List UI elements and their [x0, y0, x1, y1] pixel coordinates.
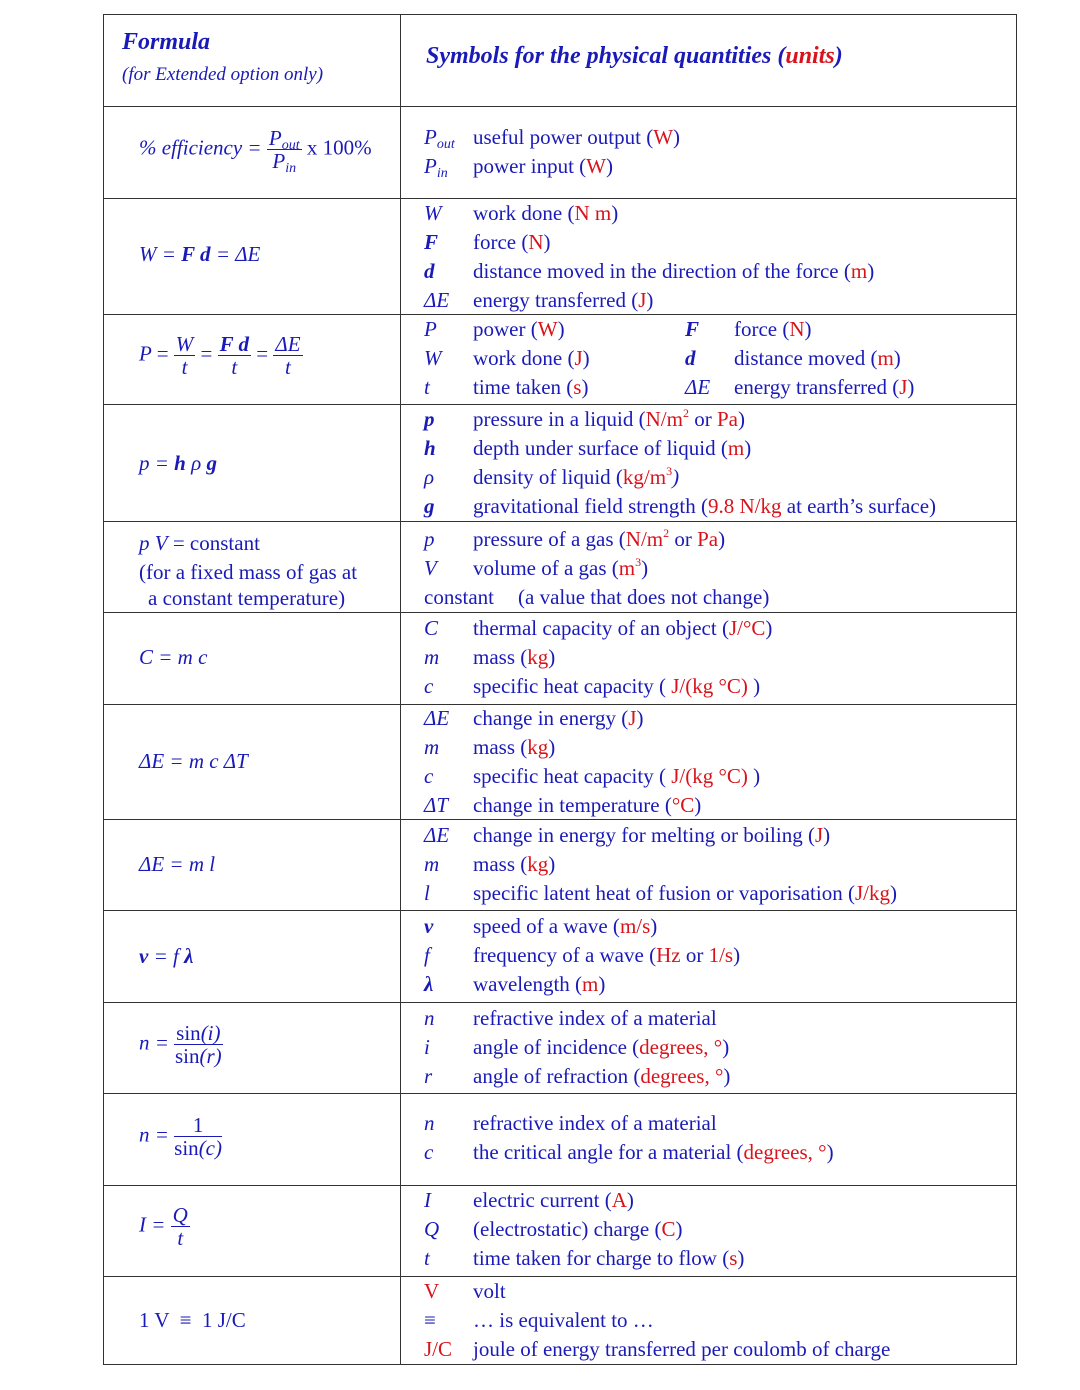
- formula-refractive-index: n = $\frac{\sin(i)}{\sin(r)}$: [139, 1021, 222, 1068]
- symbols-column-title: Symbols for the physical quantities (units): [426, 43, 843, 69]
- formula-volt-definition: 1 V ≡ 1 J/C: [139, 1308, 246, 1332]
- row-electric-current: I = $\frac{Q}{t}$ I electric current (A) Q (electrostatic) charge (C) t time taken for charge to flow (s): [104, 1185, 1016, 1276]
- row-thermal-capacity: C = m c C thermal capacity of an object (J/°C) m mass (kg) c specific heat capacity ( J/(kg °C) ): [104, 612, 1016, 704]
- column-divider: [400, 15, 401, 1364]
- formula-electric-current: I = $\frac{Q}{t}$: [139, 1203, 188, 1250]
- formula-gas-condition: (for a fixed mass of gas at: [139, 560, 358, 584]
- formula-wave-equation: v = f λ: [139, 944, 194, 968]
- row-work: W = F d = ΔE W work done (N m) F force (N) d distance moved in the direction of the force (m) ΔE energy transferred (J): [104, 198, 1016, 314]
- row-latent-heat: ΔE = m l ΔE change in energy for melting or boiling (J) m mass (kg) l specific latent heat of fusion or vaporisation (J/kg): [104, 819, 1016, 910]
- row-gas-law: p V = constant (for a fixed mass of gas at a constant temperature) p pressure of a gas ($N/m^2$ or Pa) V volume of a gas $(m^3)$ constant (a value that does not change): [104, 521, 1016, 612]
- formula-table: [103, 14, 1017, 1365]
- row-volt-definition: 1 V ≡ 1 J/C V volt ≡ … is equivalent to … J/C joule of energy transferred per coulomb of charge: [104, 1276, 1016, 1366]
- formula-gas-condition-2: a constant temperature): [148, 586, 346, 610]
- row-critical-angle: n = $\frac{1}{\sin(c)}$ n refractive index of a material c the critical angle for a material (degrees, °): [104, 1093, 1016, 1185]
- formula-heat-energy: ΔE = m c ΔT: [139, 749, 248, 773]
- formula-efficiency: % efficiency = $\frac{P_{out}}{P_{in}}$ x 100%: [139, 126, 372, 176]
- formula-latent-heat: ΔE = m l: [139, 852, 216, 876]
- formula-power: P = $\frac{W}{t}$ = $\frac{\text{F d}}{t}$ = $\frac{\Delta E}{t}$: [139, 332, 301, 379]
- row-wave-equation: v = f λ v speed of a wave (m/s) f frequency of a wave (Hz or 1/s) λ wavelength (m): [104, 910, 1016, 1002]
- formula-gas-law: p V = constant: [139, 531, 260, 555]
- row-refractive-index: n = $\frac{\sin(i)}{\sin(r)}$ n refractive index of a material i angle of incidence (degrees, °) r angle of refraction (degrees, °): [104, 1002, 1016, 1093]
- row-efficiency: % efficiency = $\frac{P_{out}}{P_{in}}$ x 100% $P_{out}$ useful power output (W) $P_{in}$ power input (W): [104, 106, 1016, 198]
- header-row: [104, 15, 1016, 106]
- formula-thermal-capacity: C = m c: [139, 645, 208, 669]
- symbol-line: constant (a value that does not change): [424, 585, 770, 609]
- formula-column-title: Formula: [122, 29, 211, 55]
- formula-column-subtitle: (for Extended option only): [122, 64, 324, 85]
- row-pressure: p = h ρ g p pressure in a liquid ($N/m^2$ or Pa) h depth under surface of liquid (m) ρ density of liquid $(kg/m^3)$ g gravitational field strength (9.8 N/kg at earth’s surface): [104, 404, 1016, 521]
- formula-critical-angle: n = $\frac{1}{\sin(c)}$: [139, 1113, 222, 1160]
- row-heat-energy: ΔE = m c ΔT ΔE change in energy (J) m mass (kg) c specific heat capacity ( J/(kg °C) ) ΔT change in temperature (°C): [104, 704, 1016, 819]
- formula-pressure: p = h ρ g: [139, 451, 217, 475]
- row-power: P = $\frac{W}{t}$ = $\frac{\text{F d}}{t}$ = $\frac{\Delta E}{t}$ P power (W) W work done (J) t time taken (s) F force (N) d distance moved (m) ΔE energy transferred (J): [104, 314, 1016, 404]
- formula-work: W = F d = ΔE: [139, 242, 261, 266]
